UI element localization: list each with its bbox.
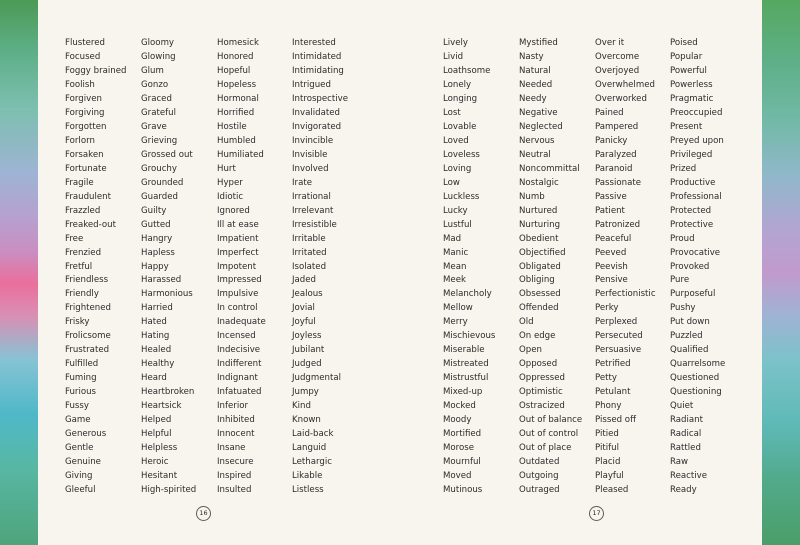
- feeling-word: Longing: [443, 93, 478, 104]
- feeling-word: Peeved: [595, 247, 627, 258]
- feeling-word: Quiet: [670, 401, 694, 412]
- feeling-word: Quarrelsome: [670, 359, 726, 370]
- feeling-word: Gleeful: [65, 485, 96, 495]
- feeling-word: Pure: [670, 275, 690, 286]
- feeling-word: Horrified: [217, 107, 255, 118]
- feeling-word: Joyless: [292, 331, 322, 342]
- feeling-word: Natural: [519, 65, 551, 76]
- feeling-word: Panicky: [595, 135, 628, 146]
- feeling-word: Gonzo: [141, 79, 169, 90]
- feeling-word: Pained: [595, 107, 624, 118]
- feeling-word: Merry: [443, 317, 468, 328]
- feeling-word: Invalidated: [292, 107, 340, 118]
- feeling-word: Protective: [670, 219, 714, 230]
- feeling-word: Powerless: [670, 79, 713, 90]
- feeling-word: Glowing: [141, 51, 176, 62]
- feeling-word: Offended: [519, 303, 559, 314]
- feeling-word: Pushy: [670, 303, 696, 314]
- feeling-word: Frazzled: [65, 205, 101, 216]
- feeling-word: Miserable: [443, 345, 485, 356]
- feeling-word: Invincible: [292, 135, 334, 146]
- feeling-word: Mocked: [443, 401, 476, 412]
- feeling-word: Judgmental: [292, 373, 342, 384]
- feeling-word: Obliging: [519, 275, 555, 286]
- feeling-word: Impatient: [217, 233, 259, 244]
- feeling-word: Lively: [443, 38, 469, 48]
- feeling-word: Introspective: [292, 93, 349, 104]
- feeling-word: Nurtured: [519, 205, 558, 216]
- feeling-word: Prized: [670, 163, 697, 174]
- feeling-word: Fraudulent: [65, 191, 111, 202]
- feeling-word: Indignant: [217, 373, 258, 384]
- feeling-word: Insulted: [217, 485, 252, 495]
- feeling-word: Incensed: [217, 331, 256, 342]
- feeling-word: Hangry: [141, 233, 173, 244]
- feeling-word: Harried: [141, 303, 173, 314]
- feeling-word: Glum: [141, 65, 164, 76]
- feeling-word: Laid-back: [292, 429, 334, 440]
- feeling-word: Focused: [65, 51, 101, 62]
- feeling-word: Hormonal: [217, 93, 259, 104]
- feeling-word: Invigorated: [292, 121, 342, 132]
- feeling-word: Lost: [443, 107, 461, 118]
- feeling-word: Jaded: [292, 275, 316, 286]
- feeling-word: Opposed: [519, 359, 558, 370]
- feeling-word: Optimistic: [519, 387, 563, 398]
- feeling-word: Provocative: [670, 247, 721, 258]
- feeling-word: Known: [292, 415, 321, 426]
- feeling-word: Professional: [670, 191, 722, 202]
- feeling-word: Joyful: [292, 317, 316, 328]
- feeling-word: Loved: [443, 135, 469, 146]
- feeling-word: Inhibited: [217, 415, 255, 426]
- feeling-word: Lonely: [443, 79, 472, 90]
- feeling-word: Moody: [443, 415, 472, 426]
- feeling-word: Irresistible: [292, 219, 337, 230]
- feeling-word: Helpful: [141, 429, 172, 440]
- feeling-word: Foggy brained: [65, 65, 127, 76]
- feeling-word: Hopeless: [217, 79, 257, 90]
- feeling-word: Idiotic: [217, 191, 244, 202]
- feeling-word: Passionate: [595, 177, 642, 188]
- feeling-word: Grieving: [141, 135, 178, 146]
- feeling-word: Out of place: [519, 443, 572, 454]
- feeling-word: Lucky: [443, 205, 468, 216]
- feeling-word: Provoked: [670, 261, 710, 272]
- feeling-word: Genuine: [65, 457, 101, 468]
- feeling-word: Hurt: [217, 163, 236, 174]
- feeling-word: Nostalgic: [519, 177, 559, 188]
- feeling-word: Needy: [519, 93, 547, 104]
- feeling-word: Hostile: [217, 121, 247, 132]
- feeling-word: Overworked: [595, 93, 647, 104]
- page-number: 16: [196, 506, 211, 521]
- word-column: [292, 37, 348, 498]
- feeling-word: Irritable: [292, 233, 326, 244]
- feeling-word: Mistreated: [443, 359, 489, 370]
- feeling-word: Overwhelmed: [595, 79, 655, 90]
- word-column: [443, 37, 495, 498]
- feeling-word: Irrelevant: [292, 205, 334, 216]
- feeling-word: Fragile: [65, 177, 94, 188]
- feeling-word: Nasty: [519, 51, 544, 62]
- feeling-word: Persuasive: [595, 345, 642, 356]
- feeling-word: Jumpy: [292, 387, 319, 398]
- feeling-word: Humiliated: [217, 149, 264, 160]
- feeling-word: Intimidating: [292, 65, 344, 76]
- feeling-word: Privileged: [670, 149, 713, 160]
- feeling-word: Grossed out: [141, 149, 193, 160]
- feeling-word: Frolicsome: [65, 331, 111, 342]
- feeling-word: Outgoing: [519, 471, 559, 482]
- left-page: [38, 0, 400, 545]
- feeling-word: Paralyzed: [595, 149, 637, 160]
- feeling-word: Jovial: [292, 303, 315, 314]
- feeling-word: Free: [65, 233, 84, 244]
- feeling-word: Proud: [670, 233, 695, 244]
- feeling-word: Game: [65, 415, 91, 426]
- feeling-word: Indecisive: [217, 345, 261, 356]
- feeling-word: Grouchy: [141, 163, 177, 174]
- feeling-word: Pitiful: [595, 443, 619, 454]
- feeling-word: Furious: [65, 387, 97, 398]
- feeling-word: Fretful: [65, 261, 93, 272]
- feeling-word: Generous: [65, 429, 107, 440]
- feeling-word: Interested: [292, 38, 336, 48]
- feeling-word: Needed: [519, 79, 553, 90]
- feeling-word: Outdated: [519, 457, 560, 468]
- feeling-word: Radiant: [670, 415, 703, 426]
- feeling-word: Questioned: [670, 373, 720, 384]
- feeling-word: Listless: [292, 485, 324, 495]
- feeling-word: Irate: [292, 177, 312, 188]
- feeling-word: Heartsick: [141, 401, 182, 412]
- feeling-word: Pensive: [595, 275, 628, 286]
- feeling-word: Ostracized: [519, 401, 565, 412]
- feeling-word: Guilty: [141, 205, 167, 216]
- feeling-word: Overjoyed: [595, 65, 640, 76]
- word-column: [141, 37, 196, 498]
- feeling-word: Pitied: [595, 429, 619, 440]
- feeling-word: Negative: [519, 107, 558, 118]
- feeling-word: Impotent: [217, 261, 257, 272]
- feeling-word: Inspired: [217, 471, 252, 482]
- feeling-word: Oppressed: [519, 373, 566, 384]
- feeling-word: Passive: [595, 191, 627, 202]
- feeling-word: Loving: [443, 163, 472, 174]
- feeling-word: Frustrated: [65, 345, 110, 356]
- feeling-word: Morose: [443, 443, 475, 454]
- feeling-word: Meek: [443, 275, 466, 286]
- feeling-word: Neglected: [519, 121, 563, 132]
- feeling-word: Mortified: [443, 429, 482, 440]
- feeling-word: Inadequate: [217, 317, 266, 328]
- feeling-word: Mystified: [519, 38, 558, 48]
- feeling-word: Imperfect: [217, 247, 259, 258]
- feeling-word: Over it: [595, 38, 625, 48]
- feeling-word: Frisky: [65, 317, 90, 328]
- feeling-word: Flustered: [65, 38, 105, 48]
- feeling-word: Languid: [292, 443, 327, 454]
- feeling-word: Grounded: [141, 177, 184, 188]
- feeling-word: Low: [443, 177, 460, 188]
- feeling-word: Happy: [141, 261, 169, 272]
- feeling-word: Luckless: [443, 191, 480, 202]
- feeling-word: Hapless: [141, 247, 175, 258]
- feeling-word: Ignored: [217, 205, 250, 216]
- feeling-word: Petrified: [595, 359, 631, 370]
- feeling-word: Irritated: [292, 247, 327, 258]
- feeling-word: Irrational: [292, 191, 331, 202]
- feeling-word: Lovable: [443, 121, 477, 132]
- feeling-word: Perky: [595, 303, 619, 314]
- feeling-word: Mean: [443, 261, 467, 272]
- feeling-word: Inferior: [217, 401, 249, 412]
- feeling-word: Likable: [292, 471, 323, 482]
- feeling-word: Mixed-up: [443, 387, 483, 398]
- feeling-word: Petty: [595, 373, 617, 384]
- feeling-word: Forgotten: [65, 121, 107, 132]
- feeling-word: Preoccupied: [670, 107, 723, 118]
- feeling-word: Fulfilled: [65, 359, 99, 370]
- feeling-word: Livid: [443, 51, 464, 62]
- feeling-word: Grave: [141, 121, 167, 132]
- feeling-word: Purposeful: [670, 289, 716, 300]
- feeling-word: Harassed: [141, 275, 182, 286]
- feeling-word: Heroic: [141, 457, 169, 468]
- word-column: [519, 37, 582, 498]
- feeling-word: Nervous: [519, 135, 555, 146]
- feeling-word: Honored: [217, 51, 254, 62]
- feeling-word: Outraged: [519, 485, 560, 495]
- feeling-word: Manic: [443, 247, 469, 258]
- feeling-word: Invisible: [292, 149, 328, 160]
- word-column: [217, 37, 266, 498]
- feeling-word: Peevish: [595, 261, 628, 272]
- feeling-word: Ready: [670, 485, 697, 495]
- feeling-word: Guarded: [141, 191, 178, 202]
- feeling-word: Petulant: [595, 387, 631, 398]
- feeling-word: Forsaken: [65, 149, 104, 160]
- feeling-word: Impressed: [217, 275, 262, 286]
- feeling-word: Kind: [292, 401, 311, 412]
- feeling-word: Gloomy: [141, 38, 175, 48]
- feeling-word: Lethargic: [292, 457, 332, 468]
- feeling-word: Put down: [670, 317, 710, 328]
- feeling-word: Forgiving: [65, 107, 105, 118]
- feeling-word: Gutted: [141, 219, 171, 230]
- feeling-word: Hopeful: [217, 65, 251, 76]
- feeling-word: Insane: [217, 443, 246, 454]
- feeling-word: Obedient: [519, 233, 559, 244]
- feeling-word: Indifferent: [217, 359, 262, 370]
- feeling-word: Giving: [65, 471, 93, 482]
- feeling-word: Helped: [141, 415, 172, 426]
- feeling-word: Perplexed: [595, 317, 638, 328]
- feeling-word: Frightened: [65, 303, 111, 314]
- feeling-word: Neutral: [519, 149, 551, 160]
- feeling-word: Intrigued: [292, 79, 331, 90]
- feeling-word: Mistrustful: [443, 373, 489, 384]
- feeling-word: Hated: [141, 317, 167, 328]
- feeling-word: Heartbroken: [141, 387, 195, 398]
- feeling-word: Forlorn: [65, 135, 95, 146]
- feeling-word: Paranoid: [595, 163, 633, 174]
- feeling-word: Old: [519, 317, 534, 328]
- feeling-word: Melancholy: [443, 289, 492, 300]
- feeling-word: Powerful: [670, 65, 707, 76]
- feeling-word: Helpless: [141, 443, 178, 454]
- feeling-word: Healed: [141, 345, 172, 356]
- feeling-word: Insecure: [217, 457, 254, 468]
- feeling-word: Rattled: [670, 443, 701, 454]
- feeling-word: Questioning: [670, 387, 722, 398]
- feeling-word: Loathsome: [443, 65, 491, 76]
- feeling-word: Obsessed: [519, 289, 561, 300]
- feeling-word: Mischievous: [443, 331, 496, 342]
- feeling-word: Patronized: [595, 219, 641, 230]
- feeling-word: Hating: [141, 331, 170, 342]
- feeling-word: Humbled: [217, 135, 256, 146]
- page-number: 17: [589, 506, 604, 521]
- feeling-word: Numb: [519, 191, 545, 202]
- feeling-word: Preyed upon: [670, 135, 724, 146]
- feeling-word: High-spirited: [141, 485, 197, 495]
- feeling-word: Ill at ease: [217, 219, 259, 230]
- feeling-word: Peaceful: [595, 233, 632, 244]
- feeling-word: Reactive: [670, 471, 707, 482]
- feeling-word: Forgiven: [65, 93, 102, 104]
- feeling-word: Freaked-out: [65, 219, 116, 230]
- word-column: [595, 37, 656, 498]
- feeling-word: Noncommittal: [519, 163, 580, 174]
- feeling-word: Heard: [141, 373, 167, 384]
- feeling-word: Obligated: [519, 261, 561, 272]
- feeling-word: Fuming: [65, 373, 97, 384]
- feeling-word: Pissed off: [595, 415, 636, 426]
- feeling-word: Open: [519, 345, 542, 356]
- feeling-word: Popular: [670, 51, 703, 62]
- feeling-word: Objectified: [519, 247, 566, 258]
- right-page: [400, 0, 762, 545]
- feeling-word: Nurturing: [519, 219, 561, 230]
- feeling-word: Mutinous: [443, 485, 483, 495]
- feeling-word: Jubilant: [292, 345, 325, 356]
- feeling-word: Friendless: [65, 275, 109, 286]
- feeling-word: Productive: [670, 177, 716, 188]
- feeling-word: Foolish: [65, 79, 95, 90]
- feeling-word: Grateful: [141, 107, 176, 118]
- feeling-word: Homesick: [217, 38, 259, 48]
- feeling-word: Lustful: [443, 219, 472, 230]
- feeling-word: Phony: [595, 401, 622, 412]
- feeling-word: Overcome: [595, 51, 640, 62]
- feeling-word: Placid: [595, 457, 621, 468]
- feeling-word: Innocent: [217, 429, 255, 440]
- feeling-word: Gentle: [65, 443, 94, 454]
- feeling-word: On edge: [519, 331, 556, 342]
- feeling-word: Intimidated: [292, 51, 342, 62]
- feeling-word: Jealous: [292, 289, 323, 300]
- feeling-word: Pleased: [595, 485, 629, 495]
- feeling-word: Moved: [443, 471, 472, 482]
- feeling-word: Qualified: [670, 345, 709, 356]
- feeling-word: Pampered: [595, 121, 639, 132]
- left-watercolor-edge: [0, 0, 38, 545]
- feeling-word: Pragmatic: [670, 93, 714, 104]
- feeling-word: Present: [670, 121, 703, 132]
- word-column: [65, 37, 126, 498]
- feeling-word: Patient: [595, 205, 625, 216]
- feeling-word: Raw: [670, 457, 689, 468]
- right-watercolor-edge: [762, 0, 800, 545]
- feeling-word: Mournful: [443, 457, 481, 468]
- feeling-word: Poised: [670, 38, 698, 48]
- feeling-word: In control: [217, 303, 258, 314]
- feeling-word: Persecuted: [595, 331, 643, 342]
- feeling-word: Playful: [595, 471, 624, 482]
- feeling-word: Mad: [443, 233, 462, 244]
- feeling-word: Friendly: [65, 289, 99, 300]
- feeling-word: Healthy: [141, 359, 175, 370]
- feeling-word: Infatuated: [217, 387, 262, 398]
- feeling-word: Impulsive: [217, 289, 259, 300]
- feeling-word: Involved: [292, 163, 329, 174]
- feeling-word: Protected: [670, 205, 712, 216]
- feeling-word: Perfectionistic: [595, 289, 656, 300]
- feeling-word: Isolated: [292, 261, 327, 272]
- feeling-word: Radical: [670, 429, 702, 440]
- feeling-word: Loveless: [443, 149, 480, 160]
- feeling-word: Hyper: [217, 177, 243, 188]
- feeling-word: Fussy: [65, 401, 89, 412]
- word-column: [670, 37, 725, 498]
- feeling-word: Mellow: [443, 303, 473, 314]
- feeling-word: Out of control: [519, 429, 579, 440]
- feeling-word: Harmonious: [141, 289, 193, 300]
- feeling-word: Puzzled: [670, 331, 703, 342]
- feeling-word: Fortunate: [65, 163, 107, 174]
- feeling-word: Judged: [292, 359, 322, 370]
- feeling-word: Frenzied: [65, 247, 102, 258]
- feeling-word: Out of balance: [519, 415, 583, 426]
- feeling-word: Hesitant: [141, 471, 178, 482]
- feeling-word: Graced: [141, 93, 172, 104]
